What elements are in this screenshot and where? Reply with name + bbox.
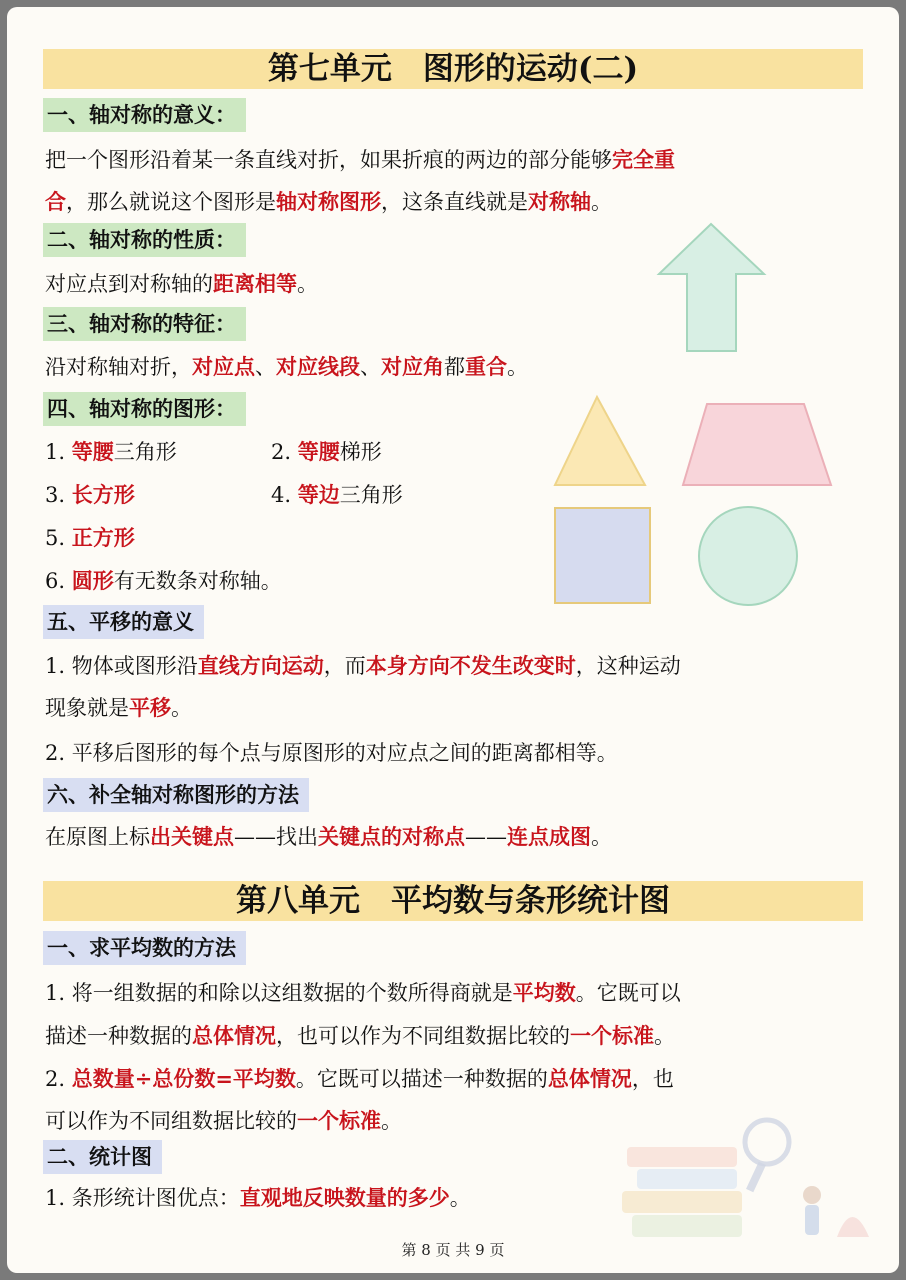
list-item: 3. 长方形 [45, 482, 135, 507]
list-item: 5. 正方形 [45, 525, 135, 550]
list-item: 6. 圆形有无数条对称轴。 [45, 568, 282, 593]
text-line: 在原图上标出关键点——找出关键点的对称点——连点成图。 [45, 824, 612, 849]
section-heading: 一、轴对称的意义： [43, 98, 246, 132]
text-span: 。 [507, 355, 528, 379]
highlight-span: 对应点 [192, 354, 255, 379]
square-shape [555, 508, 650, 603]
text-line: 2. 总数量÷总份数=平均数。它既可以描述一种数据的总体情况，也 [45, 1066, 674, 1091]
text-span: 。 [297, 272, 318, 296]
list-item: 2. 等腰梯形 [271, 439, 382, 464]
text-line: 描述一种数据的总体情况，也可以作为不同组数据比较的一个标准。 [45, 1023, 675, 1048]
text-span: ，那么就说这个图形是 [66, 190, 276, 214]
section-heading: 四、轴对称的图形： [43, 392, 246, 426]
text-span: 、 [360, 355, 381, 379]
triangle-shape [555, 397, 645, 485]
list-item: 1. 等腰三角形 [45, 439, 177, 464]
text-line: 现象就是平移。 [45, 695, 192, 720]
text-line [45, 145, 675, 175]
page-number: 第 8 页 共 9 页 [401, 1241, 505, 1259]
highlight-span: 重合 [465, 354, 507, 379]
section-heading: 六、补全轴对称图形的方法 [43, 778, 309, 812]
highlight-span: 轴对称图形 [276, 189, 381, 214]
document-page [7, 7, 899, 1273]
section-heading: 一、求平均数的方法 [43, 931, 246, 965]
text-line: 1. 条形统计图优点：直观地反映数量的多少。 [45, 1185, 471, 1210]
text-span: 。 [591, 190, 612, 214]
books-illustration [607, 1087, 887, 1247]
section-heading: 五、平移的意义 [43, 605, 204, 639]
arrow-shape [659, 224, 764, 351]
text-line [45, 269, 318, 299]
highlight-span: 对应线段 [276, 354, 360, 379]
text-span: 把一个图形沿着某一条直线对折，如果折痕的两边的部分能够 [45, 148, 612, 172]
list-item: 4. 等边三角形 [271, 482, 403, 507]
unit8-title: 第八单元 平均数与条形统计图 [43, 881, 863, 921]
highlight-span: 对称轴 [528, 189, 591, 214]
text-span: 都 [444, 355, 465, 379]
highlight-span: 完全重 [612, 147, 675, 172]
text-span: 对应点到对称轴的 [45, 272, 213, 296]
highlight-span: 对应角 [381, 354, 444, 379]
text-line [45, 187, 612, 217]
section-heading: 三、轴对称的特征： [43, 307, 246, 341]
trapezoid-shape [683, 404, 831, 485]
text-line: 可以作为不同组数据比较的一个标准。 [45, 1108, 402, 1133]
section-heading: 二、统计图 [43, 1140, 162, 1174]
text-line: 1. 将一组数据的和除以这组数据的个数所得商就是平均数。它既可以 [45, 980, 681, 1005]
text-span: 、 [255, 355, 276, 379]
text-line: 1. 物体或图形沿直线方向运动，而本身方向不发生改变时，这种运动 [45, 653, 681, 678]
circle-shape [699, 507, 797, 605]
unit7-title: 第七单元 图形的运动(二) [43, 49, 863, 89]
text-line [45, 352, 528, 382]
text-span: 沿对称轴对折， [45, 355, 192, 379]
section-heading: 二、轴对称的性质： [43, 223, 246, 257]
text-span: ，这条直线就是 [381, 190, 528, 214]
text-line: 2. 平移后图形的每个点与原图形的对应点之间的距离都相等。 [45, 741, 618, 765]
highlight-span: 距离相等 [213, 271, 297, 296]
highlight-span: 合 [45, 189, 66, 214]
